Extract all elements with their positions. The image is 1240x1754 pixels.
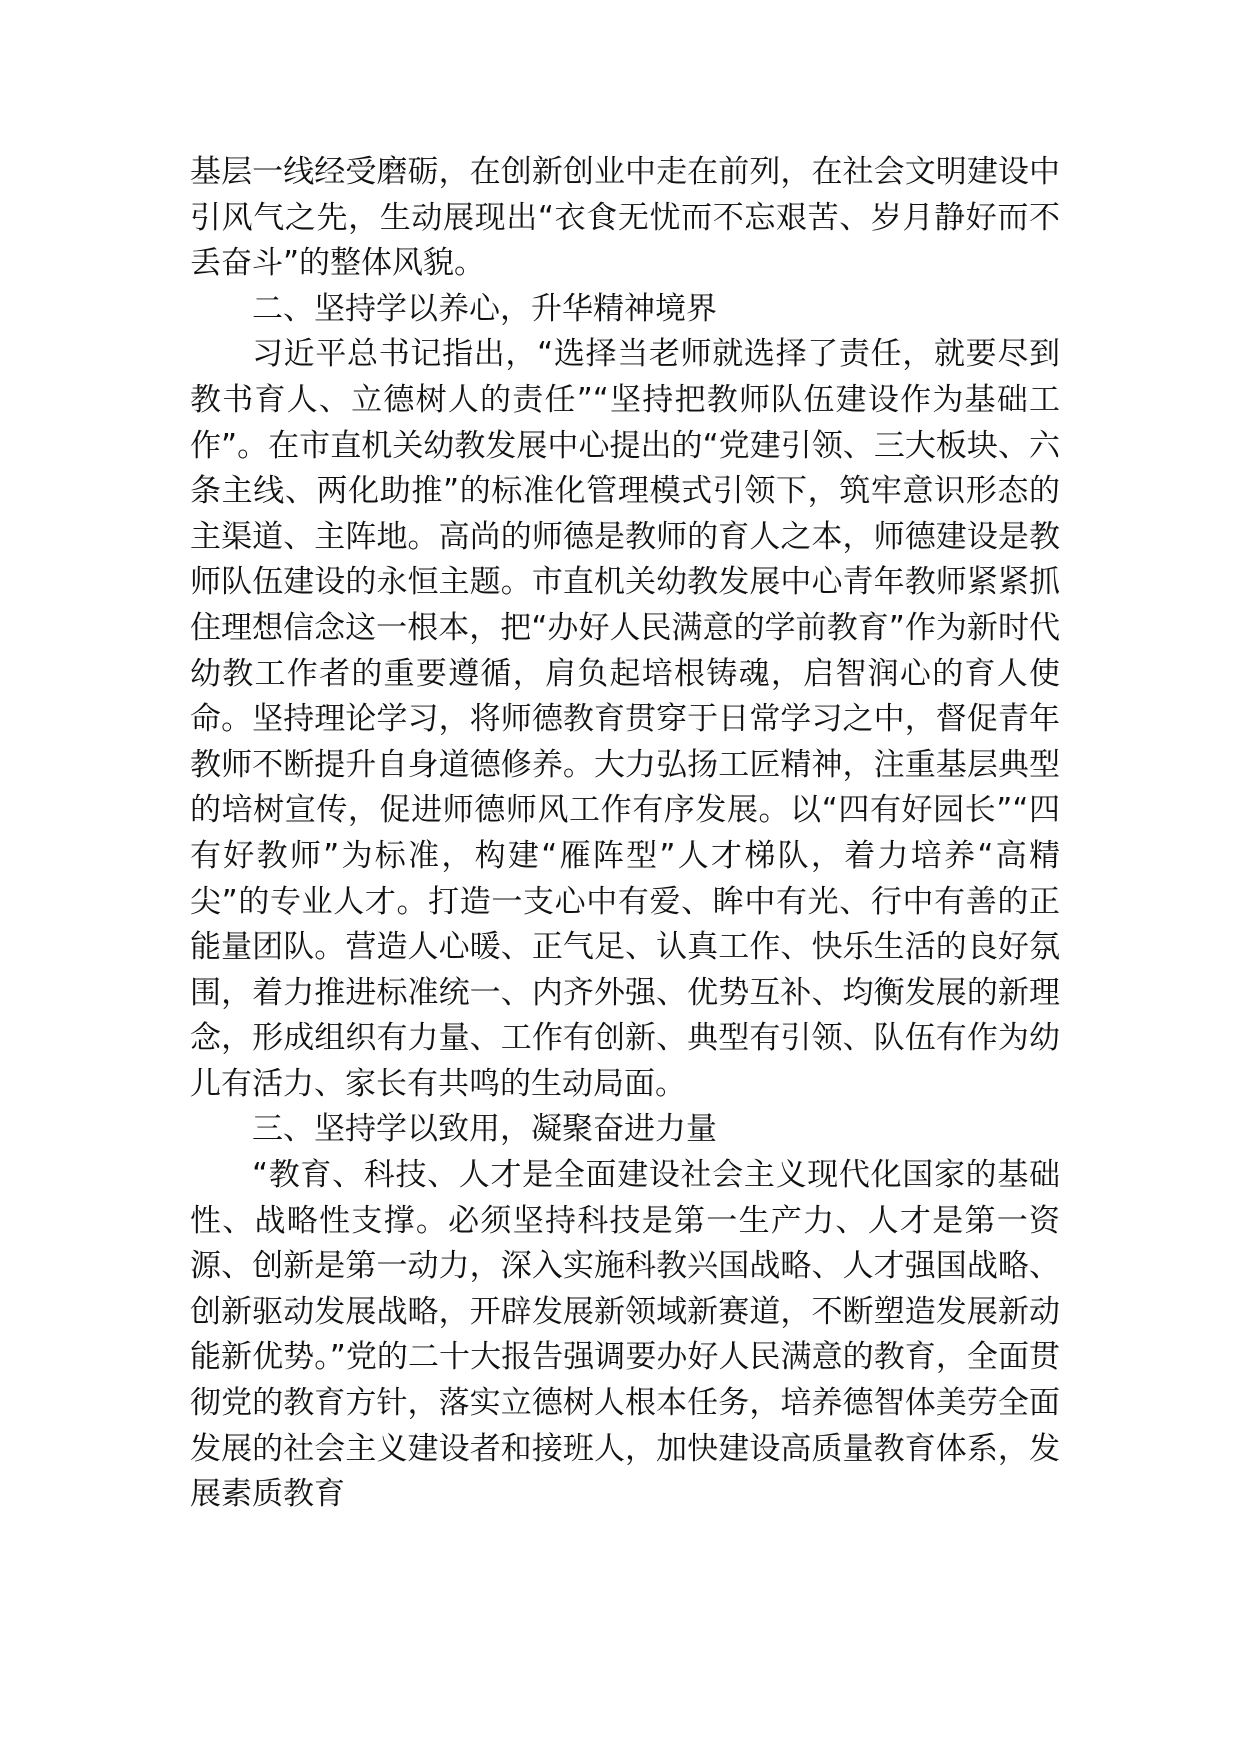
document-page (190, 150, 1060, 1518)
paragraph-intro-continuation: 基层一线经受磨砺，在创新创业中走在前列，在社会文明建设中引风气之先，生动展现出“衣食无忧而不忘艰苦、岁月静好而不丢奋斗”的整体风貌。 (190, 154, 1060, 282)
paragraph-section-3-body: “教育、科技、人才是全面建设社会主义现代化国家的基础性、战略性支撑。必须坚持科技是第一生产力、人才是第一资源、创新是第一动力，深入实施科教兴国战略、人才强国战略、创新驱动发展战略，开辟发展新领域新赛道，不断塑造发展新动能新优势。”党的二十大报告强调要办好人民满意的教育，全面贯彻党的教育方针，落实立德树人根本任务，培养德智体美劳全面发展的社会主义建设者和接班人，加快建设高质量教育体系，发展素质教育 (190, 1157, 1060, 1513)
section-heading-2: 二、坚持学以养心，升华精神境界 (252, 290, 717, 327)
section-heading-3: 三、坚持学以致用，凝聚奋进力量 (252, 1111, 717, 1148)
paragraph-section-2-body: 习近平总书记指出，“选择当老师就选择了责任，就要尽到教书育人、立德树人的责任”“坚持把教师队伍建设作为基础工作”。在市直机关幼教发展中心提出的“党建引领、三大板块、六条主线、两化助推”的标准化管理模式引领下，筑牢意识形态的主渠道、主阵地。高尚的师德是教师的育人之本，师德建设是教师队伍建设的永恒主题。市直机关幼教发展中心青年教师紧紧抓住理想信念这一根本，把“办好人民满意的学前教育”作为新时代幼教工作者的重要遵循，肩负起培根铸魂，启智润心的育人使命。坚持理论学习，将师德教育贯穿于日常学习之中，督促青年教师不断提升自身道德修养。大力弘扬工匠精神，注重基层典型的培树宣传，促进师德师风工作有序发展。以“四有好园长”“四有好教师”为标准，构建“雁阵型”人才梯队，着力培养“高精尖”的专业人才。打造一支心中有爱、眸中有光、行中有善的正能量团队。营造人心暖、正气足、认真工作、快乐生活的良好氛围，着力推进标准统一、内齐外强、优势互补、均衡发展的新理念，形成组织有力量、工作有创新、典型有引领、队伍有作为幼儿有活力、家长有共鸣的生动局面。 (190, 336, 1060, 1102)
